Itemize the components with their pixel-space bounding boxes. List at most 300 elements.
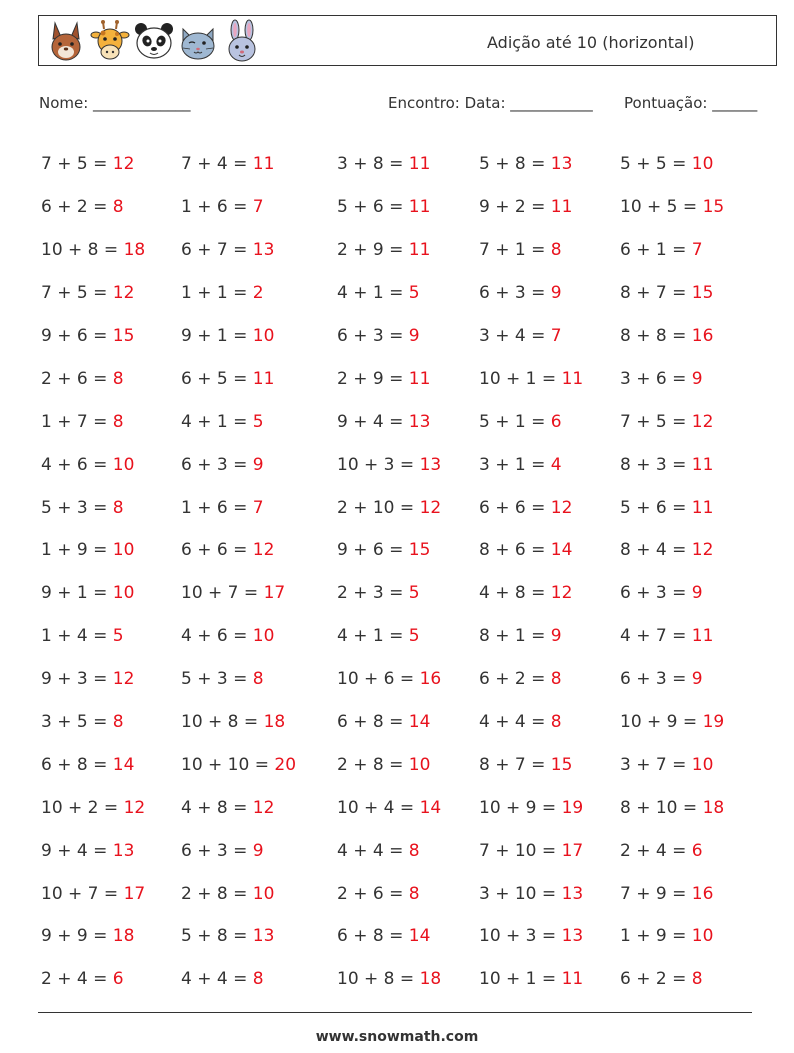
problem-answer: 13 bbox=[112, 840, 135, 861]
problem-cell bbox=[41, 798, 181, 818]
problem-answer: 13 bbox=[561, 926, 584, 947]
problem-answer: 12 bbox=[112, 669, 135, 690]
problem-cell bbox=[41, 884, 181, 904]
problem-question: 7 + 10 = bbox=[479, 840, 562, 861]
problem-answer: 10 bbox=[691, 926, 714, 947]
problem-question: 2 + 9 = bbox=[337, 240, 409, 261]
problem-answer: 11 bbox=[408, 368, 431, 389]
problem-cell bbox=[41, 669, 181, 689]
problem-cell bbox=[620, 669, 770, 689]
problem-answer: 10 bbox=[252, 326, 275, 346]
problem-cell bbox=[620, 969, 770, 989]
problem-cell bbox=[41, 841, 181, 861]
problem-question: 1 + 1 = bbox=[181, 283, 253, 304]
problem-question: 10 + 1 = bbox=[479, 969, 562, 990]
problem-question: 5 + 1 = bbox=[479, 411, 551, 432]
problem-question: 6 + 1 = bbox=[620, 240, 692, 261]
problem-answer: 18 bbox=[112, 926, 135, 947]
problem-cell bbox=[41, 240, 181, 260]
problem-answer: 8 bbox=[408, 840, 420, 861]
problem-row bbox=[41, 229, 781, 272]
problem-question: 7 + 5 = bbox=[41, 154, 113, 175]
problem-cell bbox=[337, 841, 479, 861]
problem-cell bbox=[181, 197, 337, 217]
problem-answer: 11 bbox=[561, 368, 584, 389]
problem-row bbox=[41, 272, 781, 315]
problem-answer: 8 bbox=[112, 368, 124, 389]
problem-cell bbox=[479, 154, 620, 174]
problem-question: 3 + 7 = bbox=[620, 754, 692, 775]
giraffe-icon bbox=[89, 19, 131, 63]
problem-cell bbox=[181, 626, 337, 646]
problem-question: 6 + 6 = bbox=[181, 540, 253, 561]
problem-answer: 12 bbox=[550, 583, 573, 604]
problem-answer: 2 bbox=[252, 283, 264, 304]
problem-question: 5 + 6 = bbox=[337, 197, 409, 218]
problem-answer: 11 bbox=[252, 154, 275, 175]
problem-answer: 11 bbox=[408, 197, 431, 218]
problem-question: 3 + 4 = bbox=[479, 326, 551, 346]
problem-grid bbox=[41, 143, 781, 988]
problem-row bbox=[41, 701, 781, 744]
problem-cell bbox=[337, 969, 479, 989]
problem-question: 3 + 6 = bbox=[620, 368, 692, 389]
problem-answer: 12 bbox=[691, 411, 714, 432]
problem-answer: 6 bbox=[112, 969, 124, 990]
problem-cell bbox=[337, 369, 479, 389]
problem-question: 2 + 4 = bbox=[620, 840, 692, 861]
problem-row bbox=[41, 486, 781, 529]
problem-answer: 18 bbox=[702, 797, 725, 818]
problem-cell bbox=[337, 755, 479, 775]
problem-cell bbox=[41, 712, 181, 732]
problem-answer: 18 bbox=[419, 969, 442, 990]
problem-cell bbox=[337, 154, 479, 174]
problem-answer: 9 bbox=[550, 283, 562, 304]
problem-answer: 9 bbox=[691, 669, 703, 690]
problem-answer: 17 bbox=[263, 583, 286, 604]
problem-question: 3 + 5 = bbox=[41, 712, 113, 733]
problem-cell bbox=[181, 240, 337, 260]
problem-cell bbox=[479, 540, 620, 560]
problem-row bbox=[41, 357, 781, 400]
cat-icon bbox=[177, 19, 219, 63]
problem-cell bbox=[479, 283, 620, 303]
problem-question: 9 + 4 = bbox=[337, 411, 409, 432]
problem-answer: 15 bbox=[702, 197, 725, 218]
problem-question: 4 + 6 = bbox=[181, 626, 253, 647]
problem-question: 6 + 3 = bbox=[181, 840, 253, 861]
problem-cell bbox=[479, 326, 620, 346]
problem-question: 4 + 1 = bbox=[181, 411, 253, 432]
problem-row bbox=[41, 829, 781, 872]
problem-cell bbox=[181, 455, 337, 475]
problem-row bbox=[41, 186, 781, 229]
problem-cell bbox=[41, 583, 181, 603]
problem-cell bbox=[181, 884, 337, 904]
problem-question: 9 + 2 = bbox=[479, 197, 551, 218]
problem-cell bbox=[337, 240, 479, 260]
problem-question: 10 + 9 = bbox=[479, 797, 562, 818]
problem-cell bbox=[337, 669, 479, 689]
problem-answer: 10 bbox=[691, 754, 714, 775]
problem-question: 10 + 8 = bbox=[41, 240, 124, 261]
problem-cell bbox=[479, 669, 620, 689]
problem-question: 6 + 2 = bbox=[620, 969, 692, 990]
problem-question: 9 + 9 = bbox=[41, 926, 113, 947]
problem-answer: 16 bbox=[691, 326, 714, 346]
problem-row bbox=[41, 658, 781, 701]
problem-answer: 15 bbox=[691, 283, 714, 304]
footer-url: www.snowmath.com bbox=[315, 1029, 479, 1045]
problem-question: 9 + 3 = bbox=[41, 669, 113, 690]
problem-answer: 4 bbox=[550, 454, 562, 475]
problem-question: 2 + 8 = bbox=[181, 883, 253, 904]
problem-answer: 18 bbox=[263, 712, 286, 733]
problem-question: 6 + 3 = bbox=[620, 583, 692, 604]
problem-question: 6 + 5 = bbox=[181, 368, 253, 389]
problem-cell bbox=[181, 669, 337, 689]
problem-answer: 11 bbox=[408, 240, 431, 261]
problem-row bbox=[41, 872, 781, 915]
problem-cell bbox=[41, 969, 181, 989]
problem-question: 4 + 6 = bbox=[41, 454, 113, 475]
problem-question: 10 + 3 = bbox=[337, 454, 420, 475]
header-box bbox=[38, 15, 777, 66]
problem-answer: 6 bbox=[550, 411, 562, 432]
problem-cell bbox=[41, 369, 181, 389]
problem-answer: 17 bbox=[123, 883, 146, 904]
footer-divider bbox=[38, 1012, 752, 1013]
problem-cell bbox=[620, 369, 770, 389]
problem-answer: 8 bbox=[252, 669, 264, 690]
problem-question: 4 + 8 = bbox=[181, 797, 253, 818]
problem-question: 5 + 6 = bbox=[620, 497, 692, 518]
problem-cell bbox=[479, 498, 620, 518]
problem-cell bbox=[181, 369, 337, 389]
problem-answer: 10 bbox=[691, 154, 714, 175]
problem-question: 2 + 8 = bbox=[337, 754, 409, 775]
problem-row bbox=[41, 529, 781, 572]
problem-question: 5 + 8 = bbox=[181, 926, 253, 947]
problem-question: 7 + 4 = bbox=[181, 154, 253, 175]
problem-question: 10 + 5 = bbox=[620, 197, 703, 218]
problem-question: 1 + 9 = bbox=[41, 540, 113, 561]
problem-cell bbox=[620, 755, 770, 775]
problem-cell bbox=[479, 455, 620, 475]
problem-cell bbox=[181, 540, 337, 560]
problem-cell bbox=[41, 540, 181, 560]
problem-question: 1 + 4 = bbox=[41, 626, 113, 647]
problem-row bbox=[41, 572, 781, 615]
problem-question: 7 + 1 = bbox=[479, 240, 551, 261]
problem-question: 8 + 7 = bbox=[620, 283, 692, 304]
problem-question: 6 + 8 = bbox=[337, 712, 409, 733]
problem-answer: 8 bbox=[408, 883, 420, 904]
problem-question: 2 + 3 = bbox=[337, 583, 409, 604]
problem-cell bbox=[337, 798, 479, 818]
problem-cell bbox=[479, 798, 620, 818]
problem-cell bbox=[181, 154, 337, 174]
problem-question: 1 + 6 = bbox=[181, 497, 253, 518]
problem-cell bbox=[620, 240, 770, 260]
problem-question: 6 + 2 = bbox=[41, 197, 113, 218]
problem-question: 10 + 6 = bbox=[337, 669, 420, 690]
problem-answer: 15 bbox=[112, 326, 135, 346]
problem-cell bbox=[620, 412, 770, 432]
problem-cell bbox=[620, 326, 770, 346]
problem-question: 6 + 7 = bbox=[181, 240, 253, 261]
problem-answer: 9 bbox=[252, 840, 264, 861]
problem-question: 4 + 1 = bbox=[337, 626, 409, 647]
problem-question: 2 + 6 = bbox=[337, 883, 409, 904]
problem-row bbox=[41, 786, 781, 829]
problem-question: 4 + 8 = bbox=[479, 583, 551, 604]
problem-question: 10 + 1 = bbox=[479, 368, 562, 389]
problem-question: 1 + 7 = bbox=[41, 411, 113, 432]
problem-answer: 9 bbox=[691, 583, 703, 604]
problem-answer: 12 bbox=[550, 497, 573, 518]
problem-question: 10 + 7 = bbox=[41, 883, 124, 904]
problem-question: 3 + 10 = bbox=[479, 883, 562, 904]
problem-answer: 9 bbox=[691, 368, 703, 389]
problem-answer: 12 bbox=[691, 540, 714, 561]
problem-cell bbox=[41, 197, 181, 217]
problem-answer: 7 bbox=[252, 197, 264, 218]
problem-question: 9 + 6 = bbox=[41, 326, 113, 346]
problem-cell bbox=[479, 969, 620, 989]
problem-question: 2 + 6 = bbox=[41, 368, 113, 389]
problem-cell bbox=[181, 583, 337, 603]
problem-cell bbox=[41, 755, 181, 775]
problem-answer: 5 bbox=[408, 283, 420, 304]
problem-answer: 13 bbox=[561, 883, 584, 904]
problem-answer: 10 bbox=[252, 883, 275, 904]
problem-cell bbox=[181, 498, 337, 518]
problem-cell bbox=[181, 283, 337, 303]
problem-question: 8 + 10 = bbox=[620, 797, 703, 818]
problem-cell bbox=[620, 154, 770, 174]
problem-question: 9 + 1 = bbox=[181, 326, 253, 346]
problem-cell bbox=[181, 798, 337, 818]
problem-cell bbox=[620, 626, 770, 646]
problem-answer: 9 bbox=[252, 454, 264, 475]
problem-cell bbox=[620, 197, 770, 217]
problem-answer: 5 bbox=[252, 411, 264, 432]
problem-answer: 15 bbox=[550, 754, 573, 775]
problem-cell bbox=[337, 926, 479, 946]
problem-answer: 11 bbox=[550, 197, 573, 218]
problem-question: 10 + 8 = bbox=[337, 969, 420, 990]
problem-question: 7 + 5 = bbox=[620, 411, 692, 432]
problem-question: 10 + 4 = bbox=[337, 797, 420, 818]
problem-cell bbox=[337, 326, 479, 346]
problem-cell bbox=[479, 755, 620, 775]
problem-cell bbox=[620, 926, 770, 946]
problem-row bbox=[41, 315, 781, 358]
date-field: Encontro: Data: ___________ bbox=[388, 94, 593, 112]
problem-answer: 7 bbox=[691, 240, 703, 261]
problem-question: 6 + 3 = bbox=[479, 283, 551, 304]
problem-cell bbox=[41, 626, 181, 646]
problem-answer: 13 bbox=[419, 454, 442, 475]
problem-answer: 14 bbox=[550, 540, 573, 561]
problem-question: 4 + 7 = bbox=[620, 626, 692, 647]
problem-answer: 20 bbox=[274, 754, 297, 775]
problem-answer: 8 bbox=[112, 497, 124, 518]
problem-answer: 12 bbox=[112, 154, 135, 175]
problem-answer: 12 bbox=[112, 283, 135, 304]
problem-cell bbox=[479, 583, 620, 603]
problem-row bbox=[41, 443, 781, 486]
problem-question: 10 + 2 = bbox=[41, 797, 124, 818]
problem-cell bbox=[181, 326, 337, 346]
problem-row bbox=[41, 958, 781, 1001]
problem-cell bbox=[479, 841, 620, 861]
problem-answer: 12 bbox=[252, 540, 275, 561]
problem-answer: 19 bbox=[702, 712, 725, 733]
problem-answer: 14 bbox=[408, 926, 431, 947]
problem-cell bbox=[337, 884, 479, 904]
problem-cell bbox=[41, 154, 181, 174]
problem-answer: 10 bbox=[408, 754, 431, 775]
problem-cell bbox=[41, 326, 181, 346]
problem-answer: 13 bbox=[550, 154, 573, 175]
problem-question: 4 + 4 = bbox=[181, 969, 253, 990]
problem-cell bbox=[620, 455, 770, 475]
problem-cell bbox=[479, 369, 620, 389]
problem-cell bbox=[337, 626, 479, 646]
problem-cell bbox=[620, 583, 770, 603]
problem-cell bbox=[337, 540, 479, 560]
problem-answer: 5 bbox=[112, 626, 124, 647]
problem-cell bbox=[181, 841, 337, 861]
score-field: Pontuação: ______ bbox=[624, 94, 758, 112]
problem-answer: 5 bbox=[408, 626, 420, 647]
problem-question: 3 + 1 = bbox=[479, 454, 551, 475]
problem-question: 6 + 8 = bbox=[337, 926, 409, 947]
problem-question: 10 + 8 = bbox=[181, 712, 264, 733]
problem-cell bbox=[337, 197, 479, 217]
problem-cell bbox=[41, 926, 181, 946]
problem-answer: 13 bbox=[252, 926, 275, 947]
problem-cell bbox=[181, 926, 337, 946]
problem-question: 1 + 9 = bbox=[620, 926, 692, 947]
worksheet-title: Adição até 10 (horizontal) bbox=[487, 33, 695, 52]
problem-answer: 11 bbox=[691, 626, 714, 647]
problem-answer: 12 bbox=[123, 797, 146, 818]
problem-row bbox=[41, 743, 781, 786]
problem-answer: 9 bbox=[408, 326, 420, 346]
problem-cell bbox=[181, 755, 337, 775]
name-field: Nome: _____________ bbox=[39, 94, 191, 112]
problem-answer: 12 bbox=[419, 497, 442, 518]
problem-question: 5 + 8 = bbox=[479, 154, 551, 175]
problem-answer: 13 bbox=[252, 240, 275, 261]
problem-answer: 12 bbox=[252, 797, 275, 818]
problem-answer: 10 bbox=[112, 583, 135, 604]
problem-answer: 14 bbox=[419, 797, 442, 818]
problem-answer: 9 bbox=[550, 626, 562, 647]
problem-question: 2 + 4 = bbox=[41, 969, 113, 990]
problem-answer: 6 bbox=[691, 840, 703, 861]
problem-cell bbox=[479, 197, 620, 217]
problem-question: 4 + 4 = bbox=[479, 712, 551, 733]
problem-answer: 18 bbox=[123, 240, 146, 261]
problem-cell bbox=[620, 712, 770, 732]
problem-answer: 8 bbox=[112, 411, 124, 432]
problem-answer: 11 bbox=[561, 969, 584, 990]
problem-question: 5 + 3 = bbox=[41, 497, 113, 518]
problem-question: 5 + 3 = bbox=[181, 669, 253, 690]
problem-question: 1 + 6 = bbox=[181, 197, 253, 218]
problem-answer: 11 bbox=[252, 368, 275, 389]
problem-answer: 10 bbox=[252, 626, 275, 647]
problem-cell bbox=[181, 712, 337, 732]
problem-question: 6 + 8 = bbox=[41, 754, 113, 775]
problem-question: 4 + 4 = bbox=[337, 840, 409, 861]
problem-question: 8 + 3 = bbox=[620, 454, 692, 475]
problem-cell bbox=[620, 884, 770, 904]
problem-question: 8 + 4 = bbox=[620, 540, 692, 561]
problem-cell bbox=[41, 412, 181, 432]
problem-answer: 8 bbox=[550, 669, 562, 690]
problem-answer: 7 bbox=[550, 326, 562, 346]
problem-question: 6 + 3 = bbox=[620, 669, 692, 690]
problem-cell bbox=[337, 283, 479, 303]
problem-answer: 7 bbox=[252, 497, 264, 518]
problem-question: 10 + 10 = bbox=[181, 754, 275, 775]
problem-question: 8 + 8 = bbox=[620, 326, 692, 346]
problem-cell bbox=[620, 283, 770, 303]
problem-cell bbox=[479, 240, 620, 260]
problem-question: 10 + 3 = bbox=[479, 926, 562, 947]
problem-cell bbox=[620, 841, 770, 861]
problem-answer: 8 bbox=[550, 240, 562, 261]
panda-icon bbox=[133, 19, 175, 63]
rabbit-icon bbox=[45, 19, 87, 63]
problem-answer: 15 bbox=[408, 540, 431, 561]
problem-cell bbox=[181, 969, 337, 989]
problem-cell bbox=[479, 712, 620, 732]
problem-cell bbox=[41, 283, 181, 303]
problem-answer: 8 bbox=[252, 969, 264, 990]
problem-answer: 10 bbox=[112, 454, 135, 475]
problem-question: 8 + 6 = bbox=[479, 540, 551, 561]
problem-cell bbox=[479, 884, 620, 904]
problem-cell bbox=[620, 498, 770, 518]
problem-answer: 14 bbox=[408, 712, 431, 733]
problem-cell bbox=[41, 498, 181, 518]
problem-question: 7 + 9 = bbox=[620, 883, 692, 904]
problem-row bbox=[41, 400, 781, 443]
problem-question: 3 + 8 = bbox=[337, 154, 409, 175]
problem-cell bbox=[337, 583, 479, 603]
problem-answer: 11 bbox=[691, 497, 714, 518]
problem-question: 6 + 3 = bbox=[337, 326, 409, 346]
problem-cell bbox=[620, 798, 770, 818]
problem-cell bbox=[337, 498, 479, 518]
problem-answer: 16 bbox=[691, 883, 714, 904]
problem-cell bbox=[41, 455, 181, 475]
problem-question: 7 + 5 = bbox=[41, 283, 113, 304]
problem-question: 10 + 9 = bbox=[620, 712, 703, 733]
problem-answer: 14 bbox=[112, 754, 135, 775]
problem-answer: 17 bbox=[561, 840, 584, 861]
problem-cell bbox=[479, 412, 620, 432]
problem-question: 9 + 6 = bbox=[337, 540, 409, 561]
problem-cell bbox=[181, 412, 337, 432]
